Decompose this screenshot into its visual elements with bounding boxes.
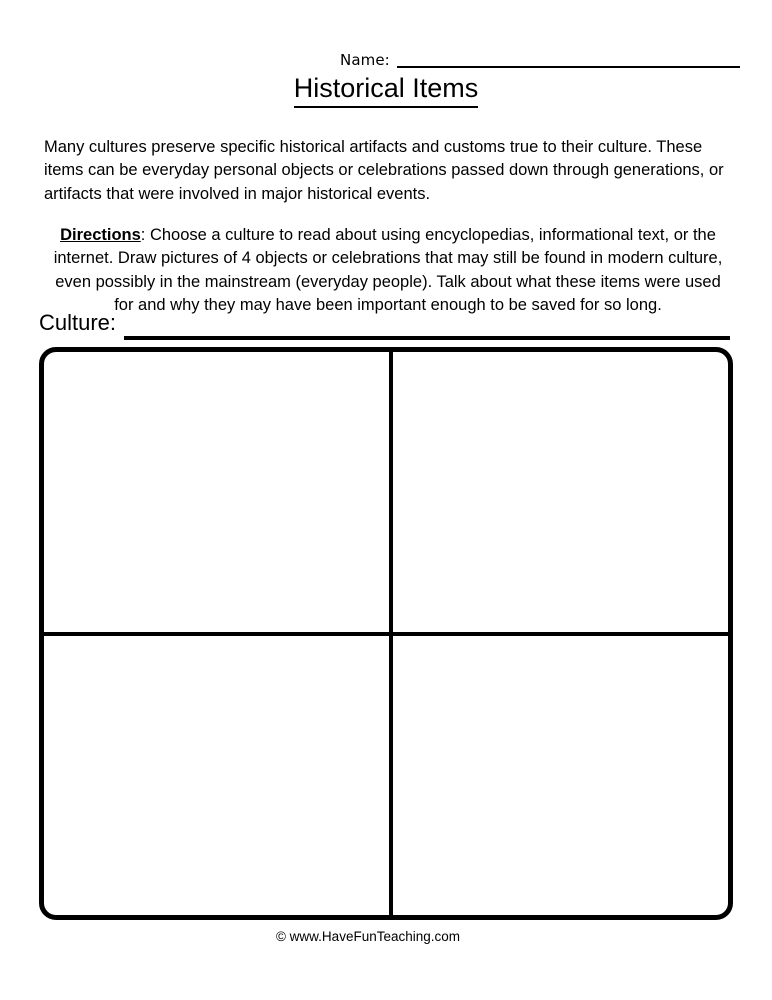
page-title-text: Historical Items [294, 72, 479, 108]
page-title [0, 72, 772, 108]
culture-field-label: Culture: [39, 310, 117, 335]
intro-paragraph: Many cultures preserve specific historical artifacts and customs true to their culture. These items can be everyday personal objects or celebrations passed down through generations, or artifacts that were involved in major historical events. [44, 137, 724, 203]
drawing-cell-bottom-right[interactable] [393, 636, 728, 915]
directions-paragraph [44, 224, 732, 318]
drawing-cell-top-left[interactable] [44, 352, 389, 632]
directions-separator: : [140, 225, 146, 244]
culture-field-row [39, 310, 734, 342]
drawing-cell-bottom-left[interactable] [44, 636, 389, 915]
directions-label: Directions [60, 225, 141, 244]
footer [0, 928, 772, 946]
grid-horizontal-divider [44, 632, 728, 636]
name-field-writing-line[interactable] [397, 66, 740, 68]
footer-copyright-text: © www.HaveFunTeaching.com [275, 929, 461, 944]
name-field-label: Name: [340, 51, 390, 69]
name-field-row [340, 44, 740, 70]
culture-field-writing-line[interactable] [124, 336, 730, 340]
drawing-cell-top-right[interactable] [393, 352, 728, 632]
directions-body: Choose a culture to read about using encyclopedias, informational text, or the internet. Draw pictures of 4 objects or celebrations that may still be found in modern culture, even possibly in the mainstream (everyday people). Talk about what these items were used for and why they may have been important enough to be saved for so long. [53, 225, 723, 314]
drawing-grid [39, 347, 733, 920]
